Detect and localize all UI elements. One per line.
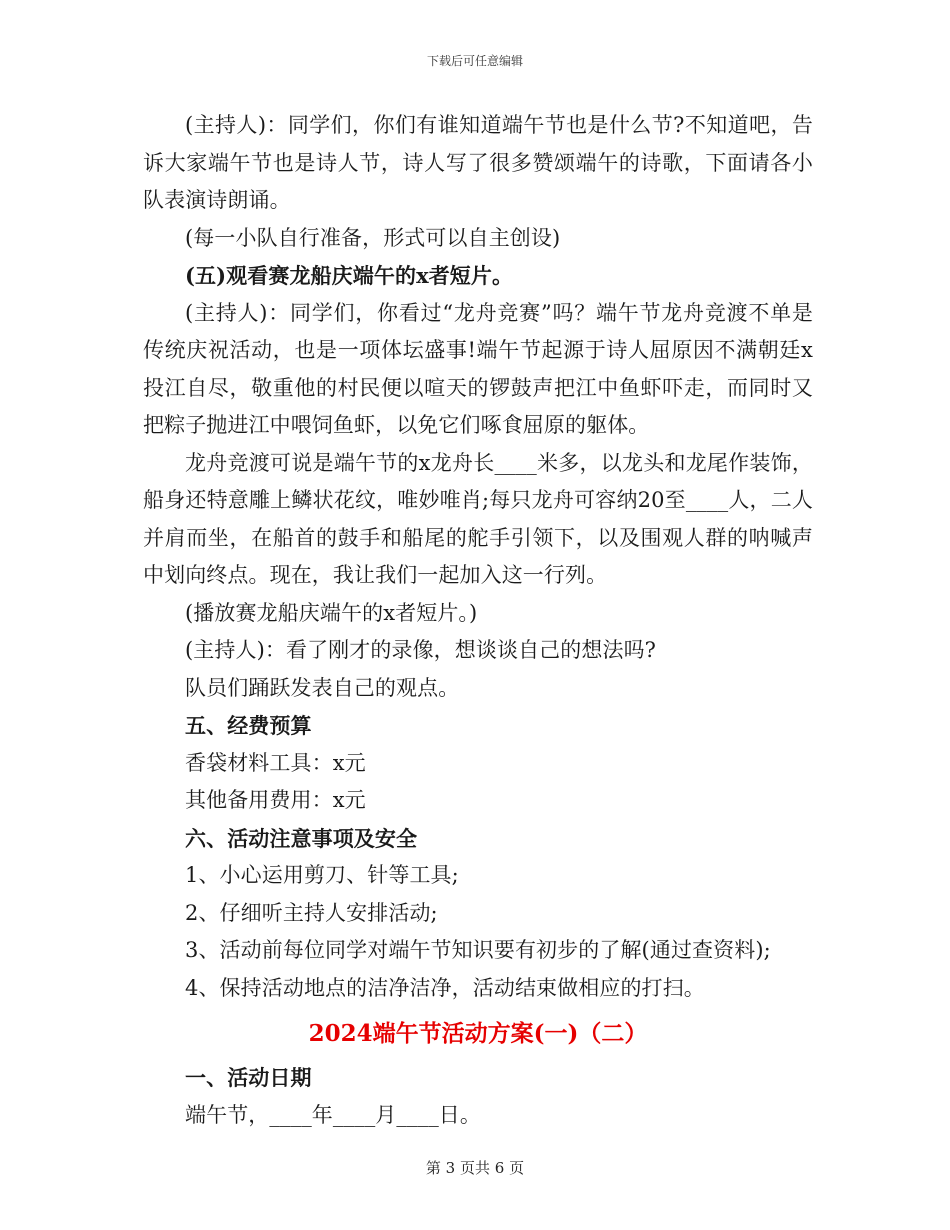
document-body <box>143 107 813 1134</box>
safety-item-2: 2、仔细听主持人安排活动; <box>185 900 438 925</box>
heading-safety: 六、活动注意事项及安全 <box>185 825 418 851</box>
heading-budget: 五、经费预算 <box>185 713 312 738</box>
paragraph-play-video: (播放赛龙船庆端午的x者短片。) <box>185 600 478 625</box>
paragraph-team-views: 队员们踊跃发表自己的观点。 <box>185 675 460 700</box>
paragraph-activity-date: 端午节，____年____月____日。 <box>185 1102 481 1127</box>
paragraph-host-question: (主持人)：看了刚才的录像，想谈谈自己的想法吗? <box>185 638 657 662</box>
safety-item-4: 4、保持活动地点的洁净洁净，活动结束做相应的打扫。 <box>185 975 705 1000</box>
paragraph-dragon-boat-race: (主持人)：同学们，你看过“龙舟竞赛”吗？端午节龙舟竞渡不单是传统庆祝活动，也是一项体坛盛事!端午节起源于诗人屈原因不满朝廷x投江自尽，敬重他的村民便以喧天的锣鼓声把江中鱼虾吓走，而同时又把粽子抛进江中喂饲鱼虾，以免它们啄食屈原的躯体。 <box>143 300 813 437</box>
budget-item-other: 其他备用费用：x元 <box>185 788 366 812</box>
heading-watch-video: (五)观看赛龙船庆端午的x者短片。 <box>185 263 514 288</box>
safety-item-3: 3、活动前每位同学对端午节知识要有初步的了解(通过查资料); <box>185 938 771 962</box>
safety-item-1: 1、小心运用剪刀、针等工具; <box>185 863 459 887</box>
paragraph-dragon-boat-details: 龙舟竞渡可说是端午节的x龙舟长____米多，以龙头和龙尾作装饰，船身还特意雕上鳞状花纹，唯妙唯肖;每只龙舟可容纳20至____人，二人并肩而坐，在船首的鼓手和船尾的舵手引领下，以及围观人群的呐喊声中划向终点。现在，我让我们一起加入这一行列。 <box>143 450 813 587</box>
page-header: 下载后可任意编辑 <box>426 54 523 68</box>
page-footer: 第 3 页共 6 页 <box>425 1159 525 1177</box>
budget-item-sachet: 香袋材料工具：x元 <box>185 750 366 775</box>
section-title: 2024端午节活动方案(一)（二） <box>308 1020 648 1047</box>
heading-activity-date: 一、活动日期 <box>185 1065 312 1090</box>
paragraph-host-poetry: (主持人)：同学们，你们有谁知道端午节也是什么节?不知道吧，告诉大家端午节也是诗人节，诗人写了很多赞颂端午的诗歌，下面请各小队表演诗朗诵。 <box>143 113 813 212</box>
paragraph-team-prepare: (每一小队自行准备，形式可以自主创设) <box>185 225 561 250</box>
